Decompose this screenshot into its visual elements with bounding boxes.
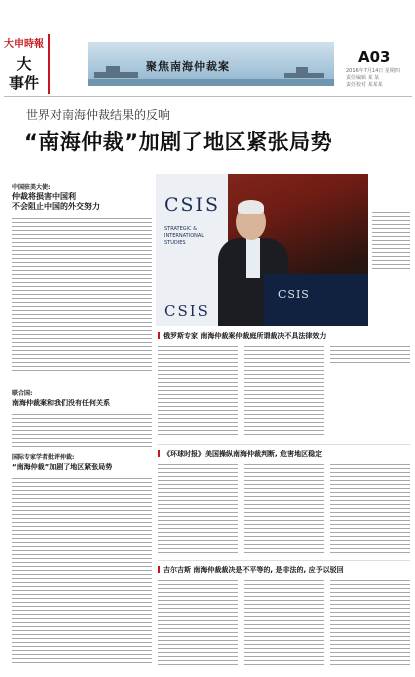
section2-col1 — [158, 464, 238, 554]
section3-col2 — [244, 580, 324, 666]
podium-logo: CSIS — [278, 288, 310, 301]
section3-bar — [158, 566, 160, 573]
block3-body-text — [12, 478, 152, 664]
section2-title — [158, 450, 322, 459]
section-divider — [158, 444, 410, 445]
ship-icon — [94, 72, 138, 78]
news-photo — [156, 174, 368, 326]
block1-title-line1: 仲裁将损害中国利 — [12, 192, 76, 201]
section2-bar — [158, 450, 160, 457]
article-subhead: 世界对南海仲裁结果的反响 — [26, 108, 171, 122]
section1-col1 — [158, 346, 238, 438]
photo-caption — [372, 212, 410, 270]
section2-col3 — [330, 464, 410, 554]
block1-title-line2: 不会阻止中国的外交努力 — [12, 202, 100, 211]
header-rule — [4, 96, 412, 97]
speaker-hair — [238, 200, 264, 214]
left-block-1 — [12, 184, 152, 212]
csis-subtitle: STRATEGIC & INTERNATIONAL STUDIES — [164, 226, 205, 246]
left-block-2 — [12, 390, 152, 408]
section3-col1 — [158, 580, 238, 666]
section3-title — [158, 566, 344, 575]
proofreader-line: 责任校对 某某某 — [346, 82, 383, 88]
section-divider — [158, 560, 410, 561]
ship-icon — [284, 73, 324, 78]
section1-title — [158, 332, 326, 341]
section3-col3 — [330, 580, 410, 666]
speaker-shirt — [246, 238, 260, 278]
banner-title: 聚焦南海仲裁案 — [146, 60, 230, 73]
block2-title: 南海仲裁案和我们没有任何关系 — [12, 399, 110, 407]
page-number: A03 — [358, 48, 391, 66]
newspaper-brand: 大申時報 — [4, 39, 44, 50]
section2-title-text: 《环球时报》美国操纵南海仲裁判断, 危害地区稳定 — [163, 450, 323, 458]
section-name: 大 事件 — [8, 55, 39, 92]
csis-logo-text: CSIS — [164, 194, 221, 216]
block3-kicker: 国际专家学者批评仲裁: — [12, 454, 75, 461]
section1-title-text: 俄罗斯专家 南海仲裁案仲裁庭所谓裁决不具法律效力 — [163, 332, 327, 340]
block1-body-text — [12, 218, 152, 374]
block1-kicker: 中国驻美大使: — [12, 184, 51, 191]
section1-col3 — [330, 346, 410, 366]
ship-tower-icon — [106, 66, 120, 72]
ship-tower-icon — [296, 67, 308, 73]
block2-kicker: 联合国: — [12, 390, 33, 397]
section3-title-text: 吉尔吉斯 南海仲裁裁决是不平等的, 是非法的, 应予以驳回 — [163, 566, 344, 574]
section1-bar — [158, 332, 160, 339]
date-line: 2016年7月14日 星期四 — [346, 68, 400, 74]
block2-body-text — [12, 414, 152, 450]
left-block-3 — [12, 454, 152, 472]
section1-col2 — [244, 346, 324, 438]
article-headline: “南海仲裁”加剧了地区紧张局势 — [24, 130, 333, 154]
sea-band — [88, 79, 334, 86]
csis-logo-text-2: CSIS — [164, 302, 210, 320]
section2-col2 — [244, 464, 324, 554]
editor-line: 责任编辑 某 某 — [346, 75, 380, 81]
block3-title: “南海仲裁”加剧了地区紧张局势 — [12, 463, 113, 471]
